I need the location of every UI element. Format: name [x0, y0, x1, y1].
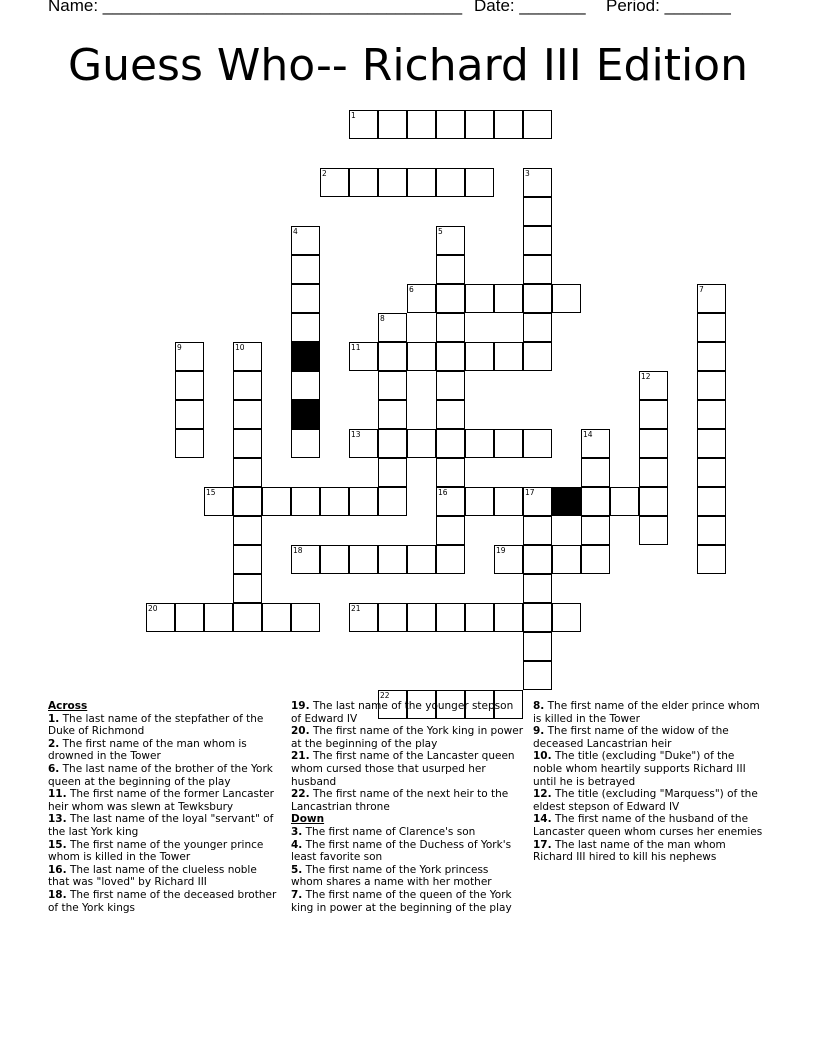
grid-cell[interactable]	[320, 545, 349, 574]
clue-number-label: 14.	[533, 813, 552, 826]
grid-cell[interactable]	[436, 458, 465, 487]
grid-cell[interactable]	[523, 574, 552, 603]
grid-cell[interactable]	[291, 313, 320, 342]
grid-cell[interactable]	[407, 429, 436, 458]
grid-cell[interactable]	[175, 400, 204, 429]
clue-down-item	[533, 700, 765, 725]
grid-cell[interactable]	[175, 603, 204, 632]
grid-cell[interactable]	[233, 371, 262, 400]
clue-across-item	[48, 813, 280, 838]
clue-text: The first name of the Lancaster queen whom cursed those that usurped her husband	[291, 750, 515, 788]
grid-cell[interactable]	[291, 429, 320, 458]
grid-block-cell	[291, 342, 320, 371]
grid-cell[interactable]	[407, 545, 436, 574]
clue-across-item	[48, 713, 280, 738]
clue-text: The title (excluding "Duke") of the noble whom heartily supports Richard III until he is betrayed	[533, 750, 746, 788]
grid-cell[interactable]	[175, 342, 204, 371]
grid-cell[interactable]	[349, 603, 378, 632]
grid-cell[interactable]	[639, 458, 668, 487]
clue-number-label: 8.	[533, 700, 545, 712]
grid-cell[interactable]	[465, 429, 494, 458]
grid-cell[interactable]	[436, 255, 465, 284]
grid-cell[interactable]	[378, 400, 407, 429]
clue-across-item	[291, 750, 523, 788]
grid-cell[interactable]	[436, 603, 465, 632]
clue-number: 9	[177, 343, 182, 352]
grid-cell[interactable]	[697, 516, 726, 545]
clue-text: The first name of the widow of the deceased Lancastrian heir	[533, 725, 729, 750]
clue-number-label: 19.	[291, 700, 310, 712]
grid-cell[interactable]	[407, 342, 436, 371]
grid-cell[interactable]	[494, 545, 523, 574]
grid-cell[interactable]	[465, 603, 494, 632]
grid-cell[interactable]	[233, 574, 262, 603]
clue-down-item	[533, 813, 765, 838]
grid-cell[interactable]	[465, 168, 494, 197]
clue-text: The last name of the clueless noble that was "loved" by Richard III	[48, 863, 257, 889]
grid-cell[interactable]	[639, 429, 668, 458]
grid-cell[interactable]	[291, 371, 320, 400]
clue-number: 14	[583, 430, 593, 439]
grid-cell[interactable]	[349, 545, 378, 574]
clue-number: 22	[380, 691, 390, 700]
grid-cell[interactable]	[262, 487, 291, 516]
clue-number-label: 17.	[533, 838, 552, 851]
grid-cell[interactable]	[233, 545, 262, 574]
grid-cell[interactable]	[378, 487, 407, 516]
grid-cell[interactable]	[494, 487, 523, 516]
grid-cell[interactable]	[697, 371, 726, 400]
clue-text: The title (excluding "Marquess") of the eldest stepson of Edward IV	[533, 788, 758, 813]
grid-cell[interactable]	[233, 400, 262, 429]
grid-cell[interactable]	[465, 110, 494, 139]
grid-cell[interactable]	[523, 632, 552, 661]
grid-cell[interactable]	[494, 429, 523, 458]
grid-cell[interactable]	[378, 603, 407, 632]
period-field-label: Period: _______	[606, 0, 731, 15]
grid-cell[interactable]	[349, 110, 378, 139]
clue-text: The first name of Clarence's son	[302, 825, 476, 838]
grid-cell[interactable]	[204, 487, 233, 516]
clue-number-label: 11.	[48, 788, 67, 801]
clue-across-item	[291, 700, 523, 725]
grid-cell[interactable]	[378, 168, 407, 197]
grid-cell[interactable]	[523, 313, 552, 342]
grid-cell[interactable]	[697, 487, 726, 516]
clue-number: 2	[322, 169, 327, 178]
clue-number-label: 6.	[48, 762, 60, 775]
clue-number: 5	[438, 227, 443, 236]
clue-number: 7	[699, 285, 704, 294]
clue-number: 21	[351, 604, 361, 613]
clue-number-label: 5.	[291, 863, 303, 876]
grid-cell[interactable]	[320, 487, 349, 516]
grid-cell[interactable]	[436, 371, 465, 400]
grid-cell[interactable]	[523, 110, 552, 139]
down-heading: Down	[291, 813, 325, 826]
grid-cell[interactable]	[552, 284, 581, 313]
grid-cell[interactable]	[436, 342, 465, 371]
clue-number-label: 20.	[291, 725, 310, 738]
clue-number-label: 2.	[48, 737, 60, 750]
page-title: Guess Who-- Richard III Edition	[68, 40, 748, 91]
grid-cell[interactable]	[378, 371, 407, 400]
clue-text: The first name of the former Lancaster heir whom was slewn at Tewksbury	[48, 788, 274, 813]
grid-cell[interactable]	[378, 313, 407, 342]
clue-number-label: 21.	[291, 750, 310, 763]
clue-down-item	[291, 889, 523, 914]
grid-cell[interactable]	[436, 284, 465, 313]
clue-number: 6	[409, 285, 414, 294]
grid-cell[interactable]	[378, 110, 407, 139]
grid-cell[interactable]	[291, 487, 320, 516]
grid-cell[interactable]	[523, 516, 552, 545]
grid-cell[interactable]	[378, 429, 407, 458]
grid-cell[interactable]	[407, 168, 436, 197]
grid-cell[interactable]	[697, 400, 726, 429]
clue-number-label: 4.	[291, 838, 303, 851]
grid-cell[interactable]	[291, 255, 320, 284]
clue-number: 17	[525, 488, 535, 497]
grid-cell[interactable]	[523, 487, 552, 516]
grid-cell[interactable]	[697, 429, 726, 458]
grid-cell[interactable]	[494, 342, 523, 371]
grid-cell[interactable]	[436, 226, 465, 255]
clue-text: The last name of the stepfather of the Duke of Richmond	[48, 712, 264, 738]
clue-number-label: 9.	[533, 725, 545, 738]
clue-number: 1	[351, 111, 356, 120]
grid-cell[interactable]	[581, 458, 610, 487]
grid-cell[interactable]	[581, 429, 610, 458]
clues-column-2	[291, 700, 523, 914]
grid-cell[interactable]	[465, 487, 494, 516]
grid-cell[interactable]	[697, 313, 726, 342]
clue-text: The last name of the loyal "servant" of the last York king	[48, 813, 274, 838]
grid-cell[interactable]	[436, 545, 465, 574]
clue-number: 19	[496, 546, 506, 555]
clue-text: The first name of the husband of the Lancaster queen whom curses her enemies	[533, 813, 763, 838]
clue-across-item	[48, 889, 280, 914]
grid-cell[interactable]	[639, 516, 668, 545]
grid-cell[interactable]	[407, 603, 436, 632]
grid-cell[interactable]	[639, 487, 668, 516]
grid-cell[interactable]	[233, 342, 262, 371]
clue-across-item	[48, 738, 280, 763]
grid-cell[interactable]	[523, 429, 552, 458]
grid-cell[interactable]	[523, 661, 552, 690]
clue-text: The first name of the queen of the York king in power at the beginning of the play	[291, 888, 512, 914]
clue-number: 20	[148, 604, 158, 613]
grid-cell[interactable]	[175, 429, 204, 458]
clue-text: The first name of the Duchess of York's least favorite son	[291, 838, 512, 864]
grid-cell[interactable]	[436, 400, 465, 429]
clue-number-label: 16.	[48, 863, 67, 876]
clue-number-label: 12.	[533, 788, 552, 801]
grid-cell[interactable]	[233, 487, 262, 516]
grid-cell[interactable]	[494, 603, 523, 632]
clue-text: The first name of the elder prince whom is killed in the Tower	[533, 700, 760, 725]
clue-down-item	[533, 839, 765, 864]
grid-cell[interactable]	[407, 284, 436, 313]
grid-cell[interactable]	[581, 487, 610, 516]
grid-cell[interactable]	[523, 603, 552, 632]
grid-cell[interactable]	[697, 284, 726, 313]
grid-cell[interactable]	[378, 545, 407, 574]
across-heading: Across	[48, 700, 88, 712]
clue-number: 4	[293, 227, 298, 236]
grid-cell[interactable]	[523, 226, 552, 255]
clue-text: The first name of the York princess whom shares a name with her mother	[291, 863, 492, 889]
clue-number-label: 22.	[291, 788, 310, 801]
clue-number-label: 10.	[533, 750, 552, 763]
grid-cell[interactable]	[523, 255, 552, 284]
clue-across-item	[291, 788, 523, 813]
grid-cell[interactable]	[465, 342, 494, 371]
grid-cell[interactable]	[465, 284, 494, 313]
clues-column-3	[533, 700, 765, 864]
clue-text: The first name of the York king in power at the beginning of the play	[291, 725, 524, 750]
grid-cell[interactable]	[320, 168, 349, 197]
clue-text: The first name of the younger prince whom is killed in the Tower	[48, 838, 264, 864]
clue-across-item	[48, 839, 280, 864]
grid-cell[interactable]	[697, 545, 726, 574]
clue-across-item	[291, 725, 523, 750]
clue-across-item	[48, 788, 280, 813]
grid-cell[interactable]	[523, 168, 552, 197]
grid-cell[interactable]	[233, 458, 262, 487]
grid-cell[interactable]	[291, 545, 320, 574]
clue-down-item	[533, 725, 765, 750]
clue-number: 8	[380, 314, 385, 323]
grid-cell[interactable]	[349, 168, 378, 197]
grid-block-cell	[291, 400, 320, 429]
grid-cell[interactable]	[233, 516, 262, 545]
grid-cell[interactable]	[697, 458, 726, 487]
clue-number: 15	[206, 488, 216, 497]
name-field-label: Name: ______________________________________	[48, 0, 463, 15]
grid-cell[interactable]	[436, 110, 465, 139]
grid-block-cell	[552, 487, 581, 516]
grid-cell[interactable]	[494, 284, 523, 313]
grid-cell[interactable]	[349, 342, 378, 371]
clue-down-item	[291, 864, 523, 889]
grid-cell[interactable]	[610, 487, 639, 516]
grid-cell[interactable]	[552, 545, 581, 574]
clue-number-label: 3.	[291, 825, 303, 838]
grid-cell[interactable]	[494, 110, 523, 139]
grid-cell[interactable]	[291, 226, 320, 255]
clue-down-item	[533, 788, 765, 813]
clue-text: The first name of the man whom is drowned in the Tower	[48, 737, 247, 763]
date-field-label: Date: _______	[474, 0, 586, 15]
clues-column-1	[48, 700, 280, 914]
clue-down-item	[291, 839, 523, 864]
grid-cell[interactable]	[639, 400, 668, 429]
clue-text: The first name of the deceased brother of the York kings	[48, 888, 277, 914]
clue-text: The last name of the man whom Richard III hired to kill his nephews	[533, 838, 726, 864]
grid-cell[interactable]	[233, 603, 262, 632]
grid-cell[interactable]	[233, 429, 262, 458]
grid-cell[interactable]	[639, 371, 668, 400]
clue-number: 13	[351, 430, 361, 439]
grid-cell[interactable]	[436, 429, 465, 458]
grid-cell[interactable]	[378, 458, 407, 487]
clue-number-label: 7.	[291, 888, 303, 901]
grid-cell[interactable]	[204, 603, 233, 632]
clue-number: 11	[351, 343, 361, 352]
grid-cell[interactable]	[407, 110, 436, 139]
grid-cell[interactable]	[349, 429, 378, 458]
grid-cell[interactable]	[581, 545, 610, 574]
grid-cell[interactable]	[697, 342, 726, 371]
clue-number: 3	[525, 169, 530, 178]
grid-cell[interactable]	[523, 342, 552, 371]
grid-cell[interactable]	[291, 603, 320, 632]
clue-text: The last name of the brother of the York queen at the beginning of the play	[48, 762, 273, 788]
clue-number-label: 18.	[48, 888, 67, 901]
grid-cell[interactable]	[378, 342, 407, 371]
grid-cell[interactable]	[523, 284, 552, 313]
grid-cell[interactable]	[523, 197, 552, 226]
grid-cell[interactable]	[262, 603, 291, 632]
grid-cell[interactable]	[436, 516, 465, 545]
clue-text: The first name of the next heir to the Lancastrian throne	[291, 788, 509, 813]
grid-cell[interactable]	[349, 487, 378, 516]
clue-down-item	[291, 826, 523, 839]
clue-number-label: 1.	[48, 712, 60, 725]
grid-cell[interactable]	[552, 603, 581, 632]
clue-text: The last name of the younger stepson of Edward IV	[291, 700, 514, 725]
grid-cell[interactable]	[175, 371, 204, 400]
clue-number-label: 15.	[48, 838, 67, 851]
clue-number: 16	[438, 488, 448, 497]
grid-cell[interactable]	[523, 545, 552, 574]
clue-number-label: 13.	[48, 813, 67, 826]
grid-cell[interactable]	[146, 603, 175, 632]
grid-cell[interactable]	[436, 168, 465, 197]
grid-cell[interactable]	[581, 516, 610, 545]
grid-cell[interactable]	[291, 284, 320, 313]
clue-number: 12	[641, 372, 651, 381]
clue-number: 18	[293, 546, 303, 555]
clue-across-item	[48, 864, 280, 889]
clue-number: 10	[235, 343, 245, 352]
clue-down-item	[533, 750, 765, 788]
grid-cell[interactable]	[436, 487, 465, 516]
grid-cell[interactable]	[436, 313, 465, 342]
clue-across-item	[48, 763, 280, 788]
